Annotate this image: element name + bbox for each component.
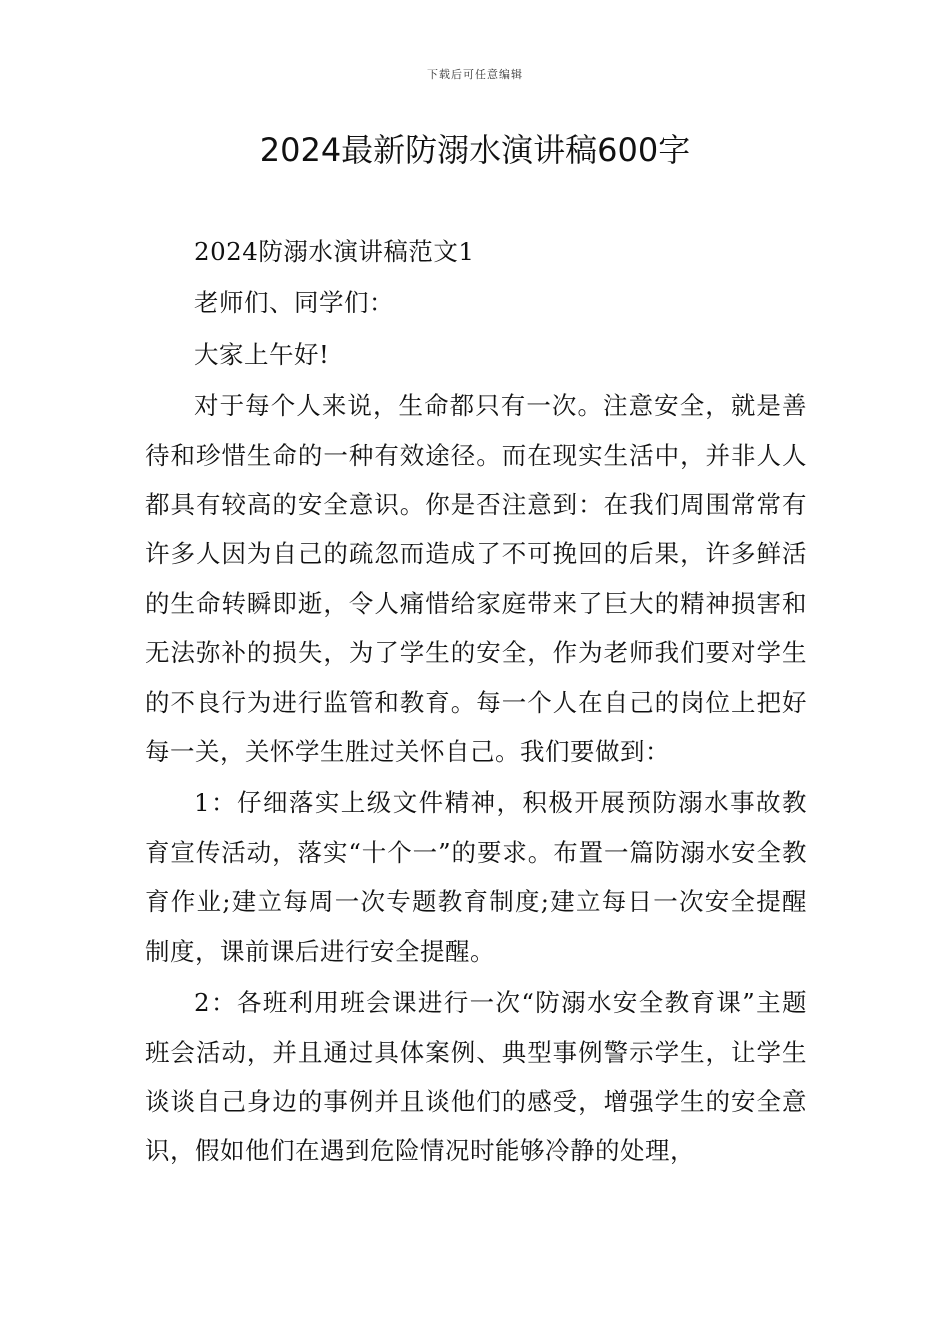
salutation-paragraph: 老师们、同学们：	[194, 288, 394, 318]
greeting-paragraph: 大家上午好!	[194, 339, 330, 369]
body-paragraph: 2：各班利用班会课进行一次“防溺水安全教育课”主题班会活动，并且通过具体案例、典型事例警示学生，让学生谈谈自己身边的事例并且谈他们的感受，增强学生的安全意识，假如他们在遇到危险情况时能够冷静的处理，	[145, 988, 807, 1166]
document-title: 2024最新防溺水演讲稿600字	[259, 131, 691, 169]
body-paragraph: 1：仔细落实上级文件精神，积极开展预防溺水事故教育宣传活动，落实“十个一”的要求。布置一篇防溺水安全教育作业;建立每周一次专题教育制度;建立每日一次安全提醒制度，课前课后进行安全提醒。	[145, 788, 807, 966]
body-paragraph: 对于每个人来说，生命都只有一次。注意安全，就是善待和珍惜生命的一种有效途径。而在现实生活中，并非人人都具有较高的安全意识。你是否注意到：在我们周围常常有许多人因为自己的疏忽而造成了不可挽回的后果，许多鲜活的生命转瞬即逝，令人痛惜给家庭带来了巨大的精神损害和无法弥补的损失，为了学生的安全，作为老师我们要对学生的不良行为进行监管和教育。每一个人在自己的岗位上把好每一关，关怀学生胜过关怀自己。我们要做到：	[145, 391, 807, 767]
document-body	[145, 227, 807, 1178]
subtitle-paragraph: 2024防溺水演讲稿范文1	[194, 237, 475, 266]
header-note: 下载后可任意编辑	[427, 68, 523, 81]
